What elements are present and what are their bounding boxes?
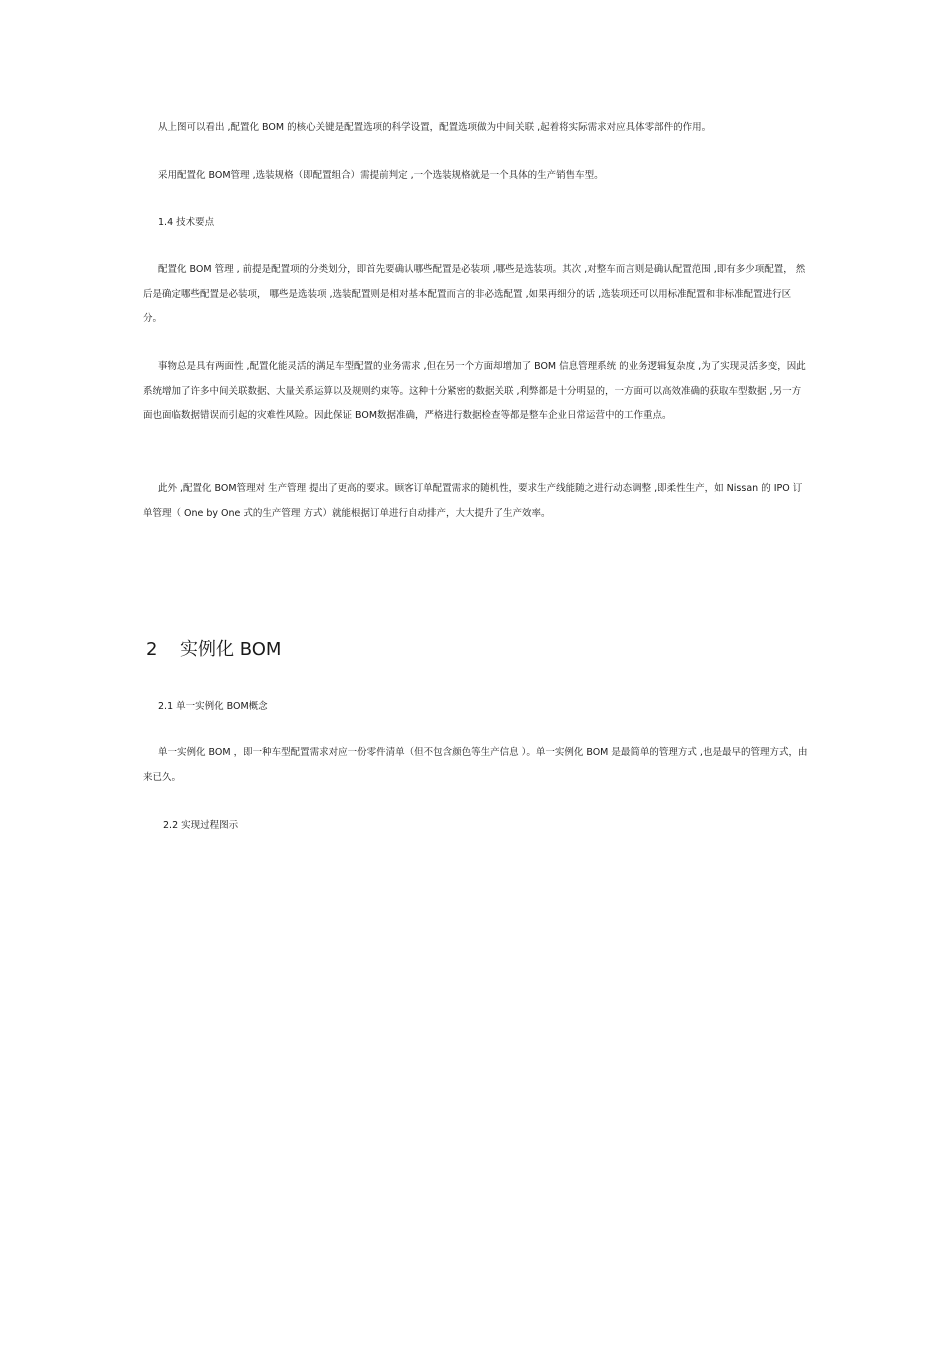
chapter-title: 实例化 BOM [180,639,282,660]
paragraph-config-bom-spec: 采用配置化 BOM管理 ,选装规格（即配置组合）需提前判定 ,一个选装规格就是一个具体的生产销售车型。 [158,170,604,181]
chapter-number: 2 [146,639,158,660]
paragraph-config-classification: 配置化 BOM 管理 , 前提是配置项的分类划分，即首先要确认哪些配置是必装项 ,哪些是选装项。其次 ,对整车而言则是确认配置范围 ,即有多少项配置， 然后是确定哪些配置是必装项， 哪些是选装项 ,选装配置则是相对基本配置而言的非必选配置 ,如果再细分的话 ,选装项还可以用标准配置和非标准配置进行区分。 [143,264,806,324]
section-heading-2-1: 2.1 单一实例化 BOM概念 [158,701,268,712]
chapter-heading-2 [146,638,281,662]
paragraph-single-instance-bom: 单一实例化 BOM ，即一种车型配置需求对应一份零件清单（但不包含颜色等生产信息 ）。单一实例化 BOM 是最简单的管理方式 ,也是最早的管理方式，由来已久。 [143,747,808,783]
paragraph-config-bom-core: 从上图可以看出 ,配置化 BOM 的核心关键是配置选项的科学设置，配置选项做为中间关联 ,起着将实际需求对应具体零部件的作用。 [158,122,712,133]
section-heading-1-4: 1.4 技术要点 [158,217,215,228]
section-heading-2-2: 2.2 实现过程图示 [163,820,239,831]
paragraph-production-management: 此外 ,配置化 BOM管理对 生产管理 提出了更高的要求。顾客订单配置需求的随机性，要求生产线能随之进行动态调整 ,即柔性生产，如 Nissan 的 IPO 订单管理（ One by One 式的生产管理 方式）就能根据订单进行自动排产，大大提升了生产效率。 [143,483,803,519]
paragraph-two-sides: 事物总是具有两面性 ,配置化能灵活的满足车型配置的业务需求 ,但在另一个方面却增加了 BOM 信息管理系统 的业务逻辑复杂度 ,为了实现灵活多变，因此系统增加了许多中间关联数据、大量关系运算以及规则约束等。这种十分紧密的数据关联 ,利弊都是十分明显的，一方面可以高效准确的获取车型数据 ,另一方面也面临数据错误而引起的灾难性风险。因此保证 BOM数据准确，严格进行数据检查等都是整车企业日常运营中的工作重点。 [143,361,806,421]
